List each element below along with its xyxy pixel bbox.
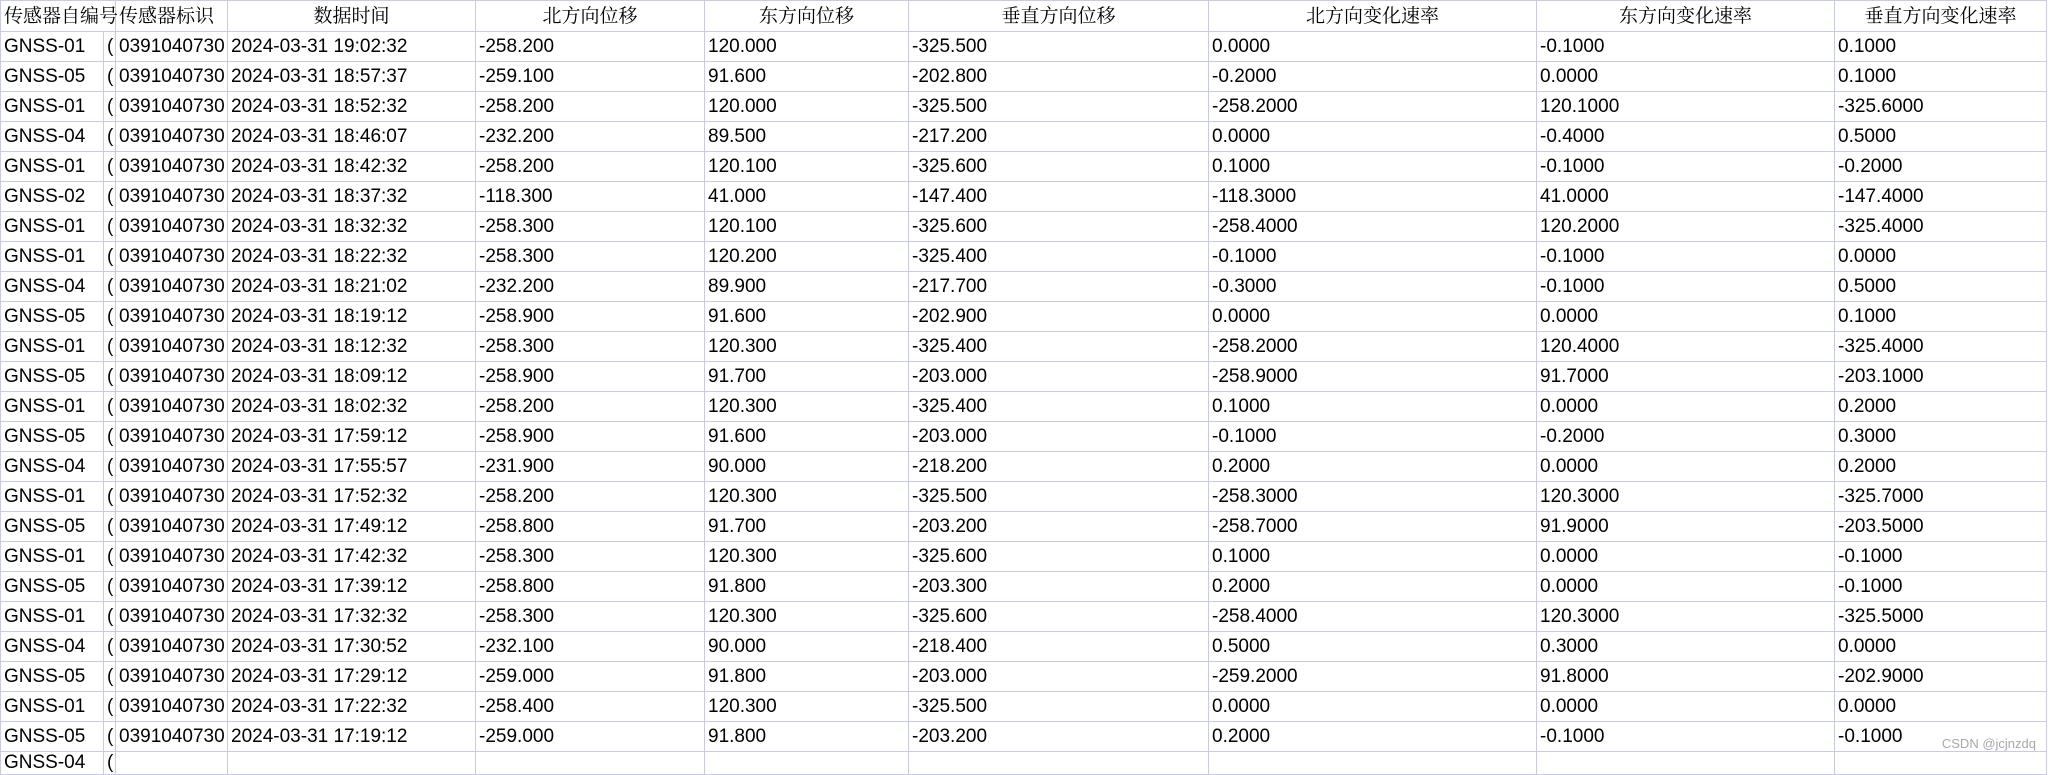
cell-sensor-id[interactable]: 0391040730 <box>116 422 228 452</box>
cell-vertical-displacement[interactable]: -325.400 <box>909 242 1209 272</box>
cell-vertical-displacement[interactable]: -202.900 <box>909 302 1209 332</box>
cell-east-rate[interactable]: 120.3000 <box>1537 482 1835 512</box>
cell-data-time[interactable]: 2024-03-31 17:52:32 <box>228 482 476 512</box>
header-row <box>1 1 2047 32</box>
cell-vertical-rate[interactable]: 0.5000 <box>1835 272 2047 302</box>
cell-sensor-code[interactable]: GNSS-05 <box>1 572 104 602</box>
cell-sensor-id[interactable]: 0391040730 <box>116 122 228 152</box>
cell-data-time[interactable]: 2024-03-31 18:37:32 <box>228 182 476 212</box>
table-row-partial <box>1 752 2047 775</box>
cell-vertical-displacement[interactable]: -325.600 <box>909 152 1209 182</box>
cell-sensor-code[interactable]: GNSS-01 <box>1 152 104 182</box>
table-row <box>1 32 2047 62</box>
cell-north-displacement[interactable]: -232.200 <box>476 122 705 152</box>
table-row <box>1 692 2047 722</box>
cell-sensor-id[interactable]: 0391040730 <box>116 212 228 242</box>
cell-sensor-id[interactable]: 0391040730 <box>116 302 228 332</box>
cell-sensor-id[interactable]: 0391040730 <box>116 632 228 662</box>
cell-east-displacement[interactable]: 120.100 <box>705 152 909 182</box>
cell-east-rate[interactable]: -0.1000 <box>1537 272 1835 302</box>
cell-north-displacement[interactable] <box>476 752 705 775</box>
cell-vertical-rate[interactable]: -0.1000 <box>1835 722 2047 752</box>
cell-vertical-rate[interactable]: -0.1000 <box>1835 542 2047 572</box>
cell-sensor-flag[interactable]: ( <box>104 692 116 722</box>
cell-east-rate[interactable] <box>1537 752 1835 775</box>
cell-north-displacement[interactable]: -258.300 <box>476 212 705 242</box>
cell-north-displacement[interactable]: -258.800 <box>476 512 705 542</box>
cell-data-time[interactable]: 2024-03-31 18:02:32 <box>228 392 476 422</box>
cell-sensor-code[interactable]: GNSS-01 <box>1 482 104 512</box>
cell-sensor-flag[interactable]: ( <box>104 242 116 272</box>
cell-north-rate[interactable]: -0.1000 <box>1209 242 1537 272</box>
table-row <box>1 362 2047 392</box>
cell-east-rate[interactable]: 120.1000 <box>1537 92 1835 122</box>
cell-vertical-displacement[interactable]: -203.200 <box>909 722 1209 752</box>
cell-sensor-flag[interactable]: ( <box>104 482 116 512</box>
cell-vertical-displacement[interactable]: -325.400 <box>909 392 1209 422</box>
column-header[interactable]: 垂直方向变化速率 <box>1835 1 2047 32</box>
cell-sensor-id[interactable]: 0391040730 <box>116 152 228 182</box>
cell-north-rate[interactable]: -0.2000 <box>1209 62 1537 92</box>
cell-east-displacement[interactable]: 41.000 <box>705 182 909 212</box>
cell-vertical-rate[interactable]: 0.0000 <box>1835 632 2047 662</box>
table-row <box>1 212 2047 242</box>
cell-north-displacement[interactable]: -258.200 <box>476 32 705 62</box>
cell-sensor-id[interactable]: 0391040730 <box>116 242 228 272</box>
cell-north-rate[interactable]: 0.0000 <box>1209 32 1537 62</box>
cell-data-time[interactable]: 2024-03-31 18:19:12 <box>228 302 476 332</box>
cell-east-displacement[interactable]: 120.300 <box>705 332 909 362</box>
cell-sensor-id[interactable]: 0391040730 <box>116 692 228 722</box>
cell-sensor-code[interactable]: GNSS-01 <box>1 32 104 62</box>
cell-sensor-id[interactable]: 0391040730 <box>116 452 228 482</box>
cell-sensor-code[interactable]: GNSS-01 <box>1 332 104 362</box>
cell-sensor-id[interactable]: 0391040730 <box>116 62 228 92</box>
cell-sensor-flag[interactable]: ( <box>104 752 116 775</box>
column-header[interactable]: 传感器标识 <box>116 1 228 32</box>
cell-north-rate[interactable]: -0.1000 <box>1209 422 1537 452</box>
cell-north-rate[interactable]: 0.5000 <box>1209 632 1537 662</box>
cell-sensor-flag[interactable]: ( <box>104 422 116 452</box>
cell-sensor-id[interactable]: 0391040730 <box>116 512 228 542</box>
cell-sensor-flag[interactable]: ( <box>104 32 116 62</box>
cell-sensor-flag[interactable]: ( <box>104 452 116 482</box>
cell-sensor-code[interactable]: GNSS-01 <box>1 602 104 632</box>
cell-north-rate[interactable] <box>1209 752 1537 775</box>
cell-vertical-rate[interactable]: 0.3000 <box>1835 422 2047 452</box>
table-row <box>1 152 2047 182</box>
table-row <box>1 512 2047 542</box>
cell-north-displacement[interactable]: -258.900 <box>476 362 705 392</box>
cell-sensor-flag[interactable]: ( <box>104 152 116 182</box>
cell-east-rate[interactable]: 0.3000 <box>1537 632 1835 662</box>
cell-vertical-rate[interactable]: -0.2000 <box>1835 152 2047 182</box>
cell-data-time[interactable]: 2024-03-31 18:42:32 <box>228 152 476 182</box>
cell-sensor-flag[interactable]: ( <box>104 302 116 332</box>
cell-sensor-id[interactable] <box>116 752 228 775</box>
cell-vertical-rate[interactable]: 0.0000 <box>1835 242 2047 272</box>
cell-north-displacement[interactable]: -258.900 <box>476 302 705 332</box>
cell-east-rate[interactable]: 91.7000 <box>1537 362 1835 392</box>
cell-north-rate[interactable]: -258.3000 <box>1209 482 1537 512</box>
cell-north-rate[interactable]: -258.4000 <box>1209 602 1537 632</box>
cell-sensor-code[interactable]: GNSS-01 <box>1 542 104 572</box>
cell-sensor-code[interactable]: GNSS-04 <box>1 452 104 482</box>
cell-sensor-id[interactable]: 0391040730 <box>116 482 228 512</box>
table-row <box>1 452 2047 482</box>
cell-east-displacement[interactable]: 91.800 <box>705 662 909 692</box>
cell-north-rate[interactable]: -0.3000 <box>1209 272 1537 302</box>
cell-vertical-rate[interactable]: -325.6000 <box>1835 92 2047 122</box>
cell-north-rate[interactable]: -258.2000 <box>1209 92 1537 122</box>
table-row <box>1 122 2047 152</box>
cell-east-displacement[interactable]: 89.500 <box>705 122 909 152</box>
cell-sensor-code[interactable]: GNSS-01 <box>1 92 104 122</box>
cell-vertical-rate[interactable]: -203.5000 <box>1835 512 2047 542</box>
cell-east-displacement[interactable]: 90.000 <box>705 632 909 662</box>
cell-vertical-displacement[interactable]: -218.200 <box>909 452 1209 482</box>
cell-vertical-displacement[interactable]: -325.600 <box>909 542 1209 572</box>
cell-data-time[interactable] <box>228 752 476 775</box>
cell-vertical-rate[interactable]: 0.2000 <box>1835 392 2047 422</box>
cell-sensor-flag[interactable]: ( <box>104 512 116 542</box>
cell-sensor-flag[interactable]: ( <box>104 662 116 692</box>
cell-vertical-displacement[interactable]: -325.500 <box>909 92 1209 122</box>
cell-sensor-flag[interactable]: ( <box>104 212 116 242</box>
cell-east-displacement[interactable]: 120.100 <box>705 212 909 242</box>
cell-north-rate[interactable]: 0.2000 <box>1209 572 1537 602</box>
cell-vertical-rate[interactable]: 0.0000 <box>1835 692 2047 722</box>
cell-sensor-flag[interactable]: ( <box>104 182 116 212</box>
table-row <box>1 302 2047 332</box>
cell-vertical-rate[interactable]: -325.7000 <box>1835 482 2047 512</box>
cell-north-displacement[interactable]: -259.000 <box>476 662 705 692</box>
cell-data-time[interactable]: 2024-03-31 17:22:32 <box>228 692 476 722</box>
cell-vertical-displacement[interactable]: -203.000 <box>909 362 1209 392</box>
cell-data-time[interactable]: 2024-03-31 17:59:12 <box>228 422 476 452</box>
cell-vertical-displacement[interactable]: -325.500 <box>909 482 1209 512</box>
cell-east-rate[interactable]: 0.0000 <box>1537 62 1835 92</box>
cell-north-rate[interactable]: 0.0000 <box>1209 302 1537 332</box>
cell-sensor-code[interactable]: GNSS-05 <box>1 62 104 92</box>
cell-vertical-displacement[interactable]: -147.400 <box>909 182 1209 212</box>
cell-data-time[interactable]: 2024-03-31 18:52:32 <box>228 92 476 122</box>
cell-north-rate[interactable]: -258.2000 <box>1209 332 1537 362</box>
cell-sensor-flag[interactable]: ( <box>104 332 116 362</box>
cell-east-rate[interactable]: 0.0000 <box>1537 392 1835 422</box>
cell-east-displacement[interactable]: 120.000 <box>705 92 909 122</box>
cell-sensor-id[interactable]: 0391040730 <box>116 182 228 212</box>
cell-north-displacement[interactable]: -259.100 <box>476 62 705 92</box>
cell-vertical-displacement[interactable]: -203.000 <box>909 662 1209 692</box>
cell-sensor-code[interactable]: GNSS-02 <box>1 182 104 212</box>
cell-vertical-displacement[interactable]: -217.200 <box>909 122 1209 152</box>
cell-data-time[interactable]: 2024-03-31 18:09:12 <box>228 362 476 392</box>
column-header[interactable]: 北方向位移 <box>476 1 705 32</box>
cell-east-displacement[interactable]: 91.600 <box>705 302 909 332</box>
cell-vertical-rate[interactable]: 0.1000 <box>1835 32 2047 62</box>
cell-vertical-rate[interactable]: 0.1000 <box>1835 62 2047 92</box>
cell-east-rate[interactable]: -0.1000 <box>1537 242 1835 272</box>
cell-data-time[interactable]: 2024-03-31 17:49:12 <box>228 512 476 542</box>
cell-sensor-code[interactable]: GNSS-05 <box>1 302 104 332</box>
cell-vertical-rate[interactable]: -203.1000 <box>1835 362 2047 392</box>
cell-east-displacement[interactable]: 120.300 <box>705 692 909 722</box>
cell-east-rate[interactable]: -0.2000 <box>1537 422 1835 452</box>
cell-east-displacement[interactable]: 91.800 <box>705 572 909 602</box>
table-row <box>1 272 2047 302</box>
cell-east-displacement[interactable]: 91.700 <box>705 362 909 392</box>
cell-east-rate[interactable]: 0.0000 <box>1537 452 1835 482</box>
cell-vertical-displacement[interactable]: -325.600 <box>909 212 1209 242</box>
cell-sensor-id[interactable]: 0391040730 <box>116 92 228 122</box>
cell-north-displacement[interactable]: -258.200 <box>476 152 705 182</box>
table-row <box>1 392 2047 422</box>
cell-vertical-rate[interactable]: 0.2000 <box>1835 452 2047 482</box>
cell-north-displacement[interactable]: -118.300 <box>476 182 705 212</box>
cell-east-rate[interactable]: 120.2000 <box>1537 212 1835 242</box>
cell-vertical-displacement[interactable]: -203.000 <box>909 422 1209 452</box>
cell-sensor-flag[interactable]: ( <box>104 602 116 632</box>
cell-vertical-displacement[interactable] <box>909 752 1209 775</box>
cell-sensor-flag[interactable]: ( <box>104 722 116 752</box>
cell-vertical-displacement[interactable]: -325.600 <box>909 602 1209 632</box>
column-header[interactable]: 垂直方向位移 <box>909 1 1209 32</box>
cell-sensor-id[interactable]: 0391040730 <box>116 542 228 572</box>
cell-east-rate[interactable]: 0.0000 <box>1537 692 1835 722</box>
cell-data-time[interactable]: 2024-03-31 18:32:32 <box>228 212 476 242</box>
table-row <box>1 722 2047 752</box>
cell-north-rate[interactable]: 0.1000 <box>1209 392 1537 422</box>
cell-east-displacement[interactable]: 91.800 <box>705 722 909 752</box>
cell-sensor-id[interactable]: 0391040730 <box>116 602 228 632</box>
cell-east-displacement[interactable]: 90.000 <box>705 452 909 482</box>
cell-north-displacement[interactable]: -258.800 <box>476 572 705 602</box>
cell-east-displacement[interactable]: 120.000 <box>705 32 909 62</box>
cell-east-rate[interactable]: 0.0000 <box>1537 542 1835 572</box>
cell-east-rate[interactable]: 41.0000 <box>1537 182 1835 212</box>
table-row <box>1 542 2047 572</box>
cell-east-displacement[interactable]: 91.700 <box>705 512 909 542</box>
cell-sensor-code[interactable]: GNSS-05 <box>1 512 104 542</box>
table-row <box>1 482 2047 512</box>
cell-north-rate[interactable]: 0.0000 <box>1209 692 1537 722</box>
cell-east-rate[interactable]: 0.0000 <box>1537 572 1835 602</box>
column-header[interactable]: 东方向位移 <box>705 1 909 32</box>
cell-sensor-flag[interactable]: ( <box>104 632 116 662</box>
cell-north-rate[interactable]: 0.1000 <box>1209 542 1537 572</box>
cell-data-time[interactable]: 2024-03-31 17:42:32 <box>228 542 476 572</box>
column-header[interactable]: 数据时间 <box>228 1 476 32</box>
cell-sensor-flag[interactable]: ( <box>104 272 116 302</box>
cell-sensor-flag[interactable]: ( <box>104 62 116 92</box>
cell-north-displacement[interactable]: -258.300 <box>476 332 705 362</box>
cell-sensor-code[interactable]: GNSS-01 <box>1 242 104 272</box>
column-header[interactable]: 北方向变化速率 <box>1209 1 1537 32</box>
cell-east-displacement[interactable]: 89.900 <box>705 272 909 302</box>
cell-north-displacement[interactable]: -258.400 <box>476 692 705 722</box>
cell-sensor-code[interactable]: GNSS-04 <box>1 272 104 302</box>
cell-north-rate[interactable]: 0.1000 <box>1209 152 1537 182</box>
cell-sensor-id[interactable]: 0391040730 <box>116 32 228 62</box>
cell-north-rate[interactable]: -118.3000 <box>1209 182 1537 212</box>
table-row <box>1 632 2047 662</box>
cell-vertical-displacement[interactable]: -203.200 <box>909 512 1209 542</box>
cell-sensor-flag[interactable]: ( <box>104 572 116 602</box>
cell-north-displacement[interactable]: -231.900 <box>476 452 705 482</box>
cell-sensor-code[interactable]: GNSS-04 <box>1 632 104 662</box>
cell-north-rate[interactable]: -258.7000 <box>1209 512 1537 542</box>
cell-north-rate[interactable]: 0.2000 <box>1209 452 1537 482</box>
cell-vertical-rate[interactable]: 0.5000 <box>1835 122 2047 152</box>
table-row <box>1 332 2047 362</box>
cell-sensor-id[interactable]: 0391040730 <box>116 722 228 752</box>
cell-east-displacement[interactable] <box>705 752 909 775</box>
cell-sensor-code[interactable]: GNSS-05 <box>1 422 104 452</box>
cell-east-rate[interactable]: -0.4000 <box>1537 122 1835 152</box>
cell-east-rate[interactable]: 0.0000 <box>1537 302 1835 332</box>
cell-data-time[interactable]: 2024-03-31 18:12:32 <box>228 332 476 362</box>
cell-north-displacement[interactable]: -258.900 <box>476 422 705 452</box>
cell-east-rate[interactable]: -0.1000 <box>1537 722 1835 752</box>
cell-data-time[interactable]: 2024-03-31 17:32:32 <box>228 602 476 632</box>
cell-data-time[interactable]: 2024-03-31 18:57:37 <box>228 62 476 92</box>
cell-sensor-code[interactable]: GNSS-05 <box>1 722 104 752</box>
cell-vertical-displacement[interactable]: -325.500 <box>909 32 1209 62</box>
cell-vertical-displacement[interactable]: -203.300 <box>909 572 1209 602</box>
cell-north-displacement[interactable]: -258.200 <box>476 482 705 512</box>
table-row <box>1 62 2047 92</box>
cell-vertical-rate[interactable] <box>1835 752 2047 775</box>
cell-east-displacement[interactable]: 120.300 <box>705 482 909 512</box>
cell-sensor-id[interactable]: 0391040730 <box>116 662 228 692</box>
cell-data-time[interactable]: 2024-03-31 18:46:07 <box>228 122 476 152</box>
cell-vertical-rate[interactable]: -325.4000 <box>1835 212 2047 242</box>
cell-east-displacement[interactable]: 120.200 <box>705 242 909 272</box>
cell-vertical-displacement[interactable]: -218.400 <box>909 632 1209 662</box>
cell-north-rate[interactable]: -259.2000 <box>1209 662 1537 692</box>
cell-east-rate[interactable]: 120.4000 <box>1537 332 1835 362</box>
cell-sensor-flag[interactable]: ( <box>104 362 116 392</box>
cell-vertical-rate[interactable]: -325.5000 <box>1835 602 2047 632</box>
cell-north-displacement[interactable]: -258.300 <box>476 242 705 272</box>
column-header[interactable]: 传感器自编号 <box>1 1 116 32</box>
cell-north-displacement[interactable]: -258.200 <box>476 92 705 122</box>
cell-north-displacement[interactable]: -258.300 <box>476 542 705 572</box>
cell-data-time[interactable]: 2024-03-31 17:55:57 <box>228 452 476 482</box>
cell-sensor-id[interactable]: 0391040730 <box>116 332 228 362</box>
cell-data-time[interactable]: 2024-03-31 17:29:12 <box>228 662 476 692</box>
cell-north-displacement[interactable]: -258.300 <box>476 602 705 632</box>
cell-sensor-flag[interactable]: ( <box>104 92 116 122</box>
cell-data-time[interactable]: 2024-03-31 17:30:52 <box>228 632 476 662</box>
cell-vertical-displacement[interactable]: -325.500 <box>909 692 1209 722</box>
cell-sensor-flag[interactable]: ( <box>104 542 116 572</box>
table-row <box>1 662 2047 692</box>
cell-data-time[interactable]: 2024-03-31 17:19:12 <box>228 722 476 752</box>
cell-sensor-code[interactable]: GNSS-01 <box>1 212 104 242</box>
cell-vertical-rate[interactable]: -325.4000 <box>1835 332 2047 362</box>
cell-sensor-code[interactable]: GNSS-05 <box>1 662 104 692</box>
cell-east-displacement[interactable]: 120.300 <box>705 542 909 572</box>
cell-sensor-code[interactable]: GNSS-01 <box>1 392 104 422</box>
cell-data-time[interactable]: 2024-03-31 18:22:32 <box>228 242 476 272</box>
cell-vertical-rate[interactable]: 0.1000 <box>1835 302 2047 332</box>
cell-vertical-displacement[interactable]: -217.700 <box>909 272 1209 302</box>
cell-north-rate[interactable]: 0.2000 <box>1209 722 1537 752</box>
cell-sensor-id[interactable]: 0391040730 <box>116 392 228 422</box>
cell-north-rate[interactable]: 0.0000 <box>1209 122 1537 152</box>
cell-sensor-id[interactable]: 0391040730 <box>116 362 228 392</box>
cell-east-displacement[interactable]: 120.300 <box>705 392 909 422</box>
table-row <box>1 182 2047 212</box>
cell-sensor-code[interactable]: GNSS-04 <box>1 122 104 152</box>
table-row <box>1 92 2047 122</box>
table-row <box>1 572 2047 602</box>
table-row <box>1 602 2047 632</box>
cell-sensor-code[interactable]: GNSS-04 <box>1 752 104 775</box>
table-body <box>1 32 2047 775</box>
cell-vertical-displacement[interactable]: -202.800 <box>909 62 1209 92</box>
watermark: CSDN @jcjnzdq <box>1941 736 2036 751</box>
cell-north-displacement[interactable]: -232.200 <box>476 272 705 302</box>
cell-sensor-code[interactable]: GNSS-05 <box>1 362 104 392</box>
cell-vertical-rate[interactable]: -0.1000 <box>1835 572 2047 602</box>
cell-north-rate[interactable]: -258.4000 <box>1209 212 1537 242</box>
table-row <box>1 422 2047 452</box>
cell-vertical-rate[interactable]: -147.4000 <box>1835 182 2047 212</box>
cell-sensor-code[interactable]: GNSS-01 <box>1 692 104 722</box>
cell-sensor-id[interactable]: 0391040730 <box>116 272 228 302</box>
cell-sensor-flag[interactable]: ( <box>104 122 116 152</box>
cell-east-displacement[interactable]: 91.600 <box>705 422 909 452</box>
cell-east-rate[interactable]: 91.8000 <box>1537 662 1835 692</box>
cell-east-rate[interactable]: -0.1000 <box>1537 32 1835 62</box>
cell-vertical-displacement[interactable]: -325.400 <box>909 332 1209 362</box>
cell-east-displacement[interactable]: 120.300 <box>705 602 909 632</box>
cell-data-time[interactable]: 2024-03-31 19:02:32 <box>228 32 476 62</box>
cell-data-time[interactable]: 2024-03-31 17:39:12 <box>228 572 476 602</box>
cell-east-rate[interactable]: 120.3000 <box>1537 602 1835 632</box>
cell-north-displacement[interactable]: -258.200 <box>476 392 705 422</box>
column-header[interactable]: 东方向变化速率 <box>1537 1 1835 32</box>
cell-data-time[interactable]: 2024-03-31 18:21:02 <box>228 272 476 302</box>
cell-north-rate[interactable]: -258.9000 <box>1209 362 1537 392</box>
cell-sensor-flag[interactable]: ( <box>104 392 116 422</box>
cell-vertical-rate[interactable]: -202.9000 <box>1835 662 2047 692</box>
cell-sensor-id[interactable]: 0391040730 <box>116 572 228 602</box>
cell-north-displacement[interactable]: -259.000 <box>476 722 705 752</box>
table-row <box>1 242 2047 272</box>
cell-east-displacement[interactable]: 91.600 <box>705 62 909 92</box>
cell-east-rate[interactable]: 91.9000 <box>1537 512 1835 542</box>
cell-north-displacement[interactable]: -232.100 <box>476 632 705 662</box>
cell-east-rate[interactable]: -0.1000 <box>1537 152 1835 182</box>
